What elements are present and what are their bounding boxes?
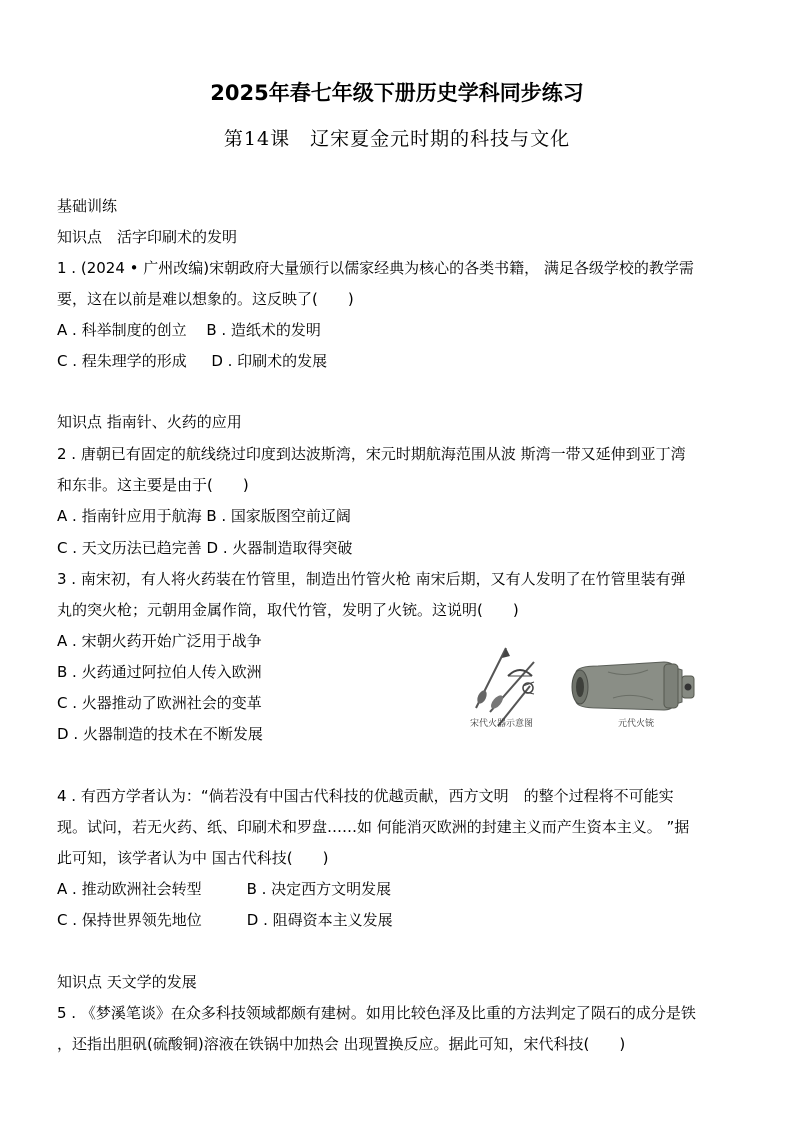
- question-3-option-b: B . 火药通过阿拉伯人传入欧洲: [57, 663, 262, 681]
- yuan-handgun-caption: 元代火铳: [618, 719, 655, 729]
- section-basic-training: 基础训练: [57, 197, 118, 215]
- question-1-line-2: 要，这在以前是难以想象的。这反映了( ): [57, 290, 354, 308]
- question-4-options-cd: C . 保持世界领先地位 D . 阻碍资本主义发展: [57, 911, 393, 929]
- lesson-subtitle: 第14课 辽宋夏金元时期的科技与文化: [223, 128, 571, 150]
- question-2-options-ab: A . 指南针应用于航海 B . 国家版图空前辽阔: [57, 507, 351, 525]
- question-4-options-ab: A . 推动欧洲社会转型 B . 决定西方文明发展: [57, 880, 392, 898]
- question-3-line-2: 丸的突火枪；元朝用金属作筒，取代竹管，发明了火铳。这说明( ): [57, 601, 519, 619]
- question-4-line-1: 4 . 有西方学者认为：“倘若没有中国古代科技的优越贡献，西方文明 的整个过程将不可能实: [57, 787, 674, 805]
- question-3-option-c: C . 火器推动了欧洲社会的变革: [57, 694, 262, 712]
- question-5-line-2: ，还指出胆矾(硫酸铜)溶液在铁锅中加热会 出现置换反应。据此可知，宋代科技( ): [57, 1035, 626, 1053]
- yuan-handgun-icon: [572, 662, 694, 710]
- question-5-line-1: 5 . 《梦溪笔谈》在众多科技领域都颇有建树。如用比较色泽及比重的方法判定了陨石的成分是铁: [57, 1004, 696, 1022]
- knowledge-point-compass-gunpowder: 知识点 指南针、火药的应用: [57, 413, 242, 431]
- page-title: 2025年春七年级下册历史学科同步练习: [210, 81, 584, 105]
- question-2-line-1: 2 . 唐朝已有固定的航线绕过印度到达波斯湾，宋元时期航海范围从波 斯湾一带又延伸到亚丁湾: [57, 445, 686, 463]
- question-3-line-1: 3 . 南宋初，有人将火药装在竹管里，制造出竹管火枪 南宋后期，又有人发明了在竹管里装有弹: [57, 570, 686, 588]
- question-3-option-a: A . 宋朝火药开始广泛用于战争: [57, 632, 262, 650]
- question-1-options-ab: A . 科举制度的创立 B . 造纸术的发明: [57, 321, 321, 339]
- knowledge-point-printing: 知识点 活字印刷术的发明: [57, 228, 238, 246]
- question-2-line-2: 和东非。这主要是由于( ): [57, 476, 249, 494]
- firearms-figure: [468, 642, 748, 734]
- question-4-line-3: 此可知，该学者认为中 国古代科技( ): [57, 849, 329, 867]
- question-3-option-d: D . 火器制造的技术在不断发展: [57, 725, 263, 743]
- knowledge-point-astronomy: 知识点 天文学的发展: [57, 973, 197, 991]
- song-firearm-caption: 宋代火器示意图: [470, 719, 534, 729]
- question-1-options-cd: C . 程朱理学的形成 D . 印刷术的发展: [57, 352, 328, 370]
- question-2-options-cd: C . 天文历法已趋完善 D . 火器制造取得突破: [57, 539, 353, 557]
- question-1-line-1: 1 . (2024 • 广州改编)宋朝政府大量颁行以儒家经典为核心的各类书籍， 满足各级学校的教学需: [57, 259, 694, 277]
- question-4-line-2: 现。试问，若无火药、纸、印刷术和罗盘……如 何能消灭欧洲的封建主义而产生资本主义。 ”据: [57, 818, 690, 836]
